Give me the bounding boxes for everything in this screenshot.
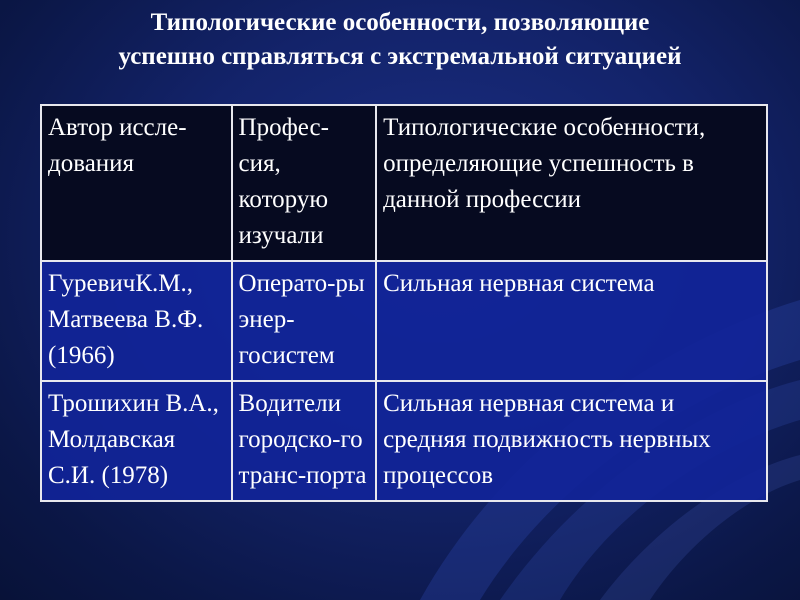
header-cell-profession: Профес-сия, которую изучали: [232, 105, 377, 261]
table-header-row: [41, 105, 767, 261]
cell-features: Сильная нервная система: [376, 261, 767, 381]
cell-author: ГуревичК.М., Матвеева В.Ф. (1966): [41, 261, 232, 381]
table-row: [41, 381, 767, 501]
cell-author: Трошихин В.А., Молдавская С.И. (1978): [41, 381, 232, 501]
slide-title-line-1: Типологические особенности, позволяющие: [150, 9, 650, 36]
cell-profession: Водители городско-го транс-порта: [232, 381, 377, 501]
cell-features: Сильная нервная система и средняя подвижность нервных процессов: [376, 381, 767, 501]
header-cell-features: Типологические особенности, определяющие успешность в данной профессии: [376, 105, 767, 261]
table-row: [41, 261, 767, 381]
header-cell-author: Автор иссле-дования: [41, 105, 232, 261]
slide-title-line-2: успешно справляться с экстремальной ситуацией: [118, 43, 682, 70]
slide-title: [0, 6, 800, 74]
typology-table: [40, 104, 768, 502]
cell-profession: Операто-ры энер-госистем: [232, 261, 377, 381]
